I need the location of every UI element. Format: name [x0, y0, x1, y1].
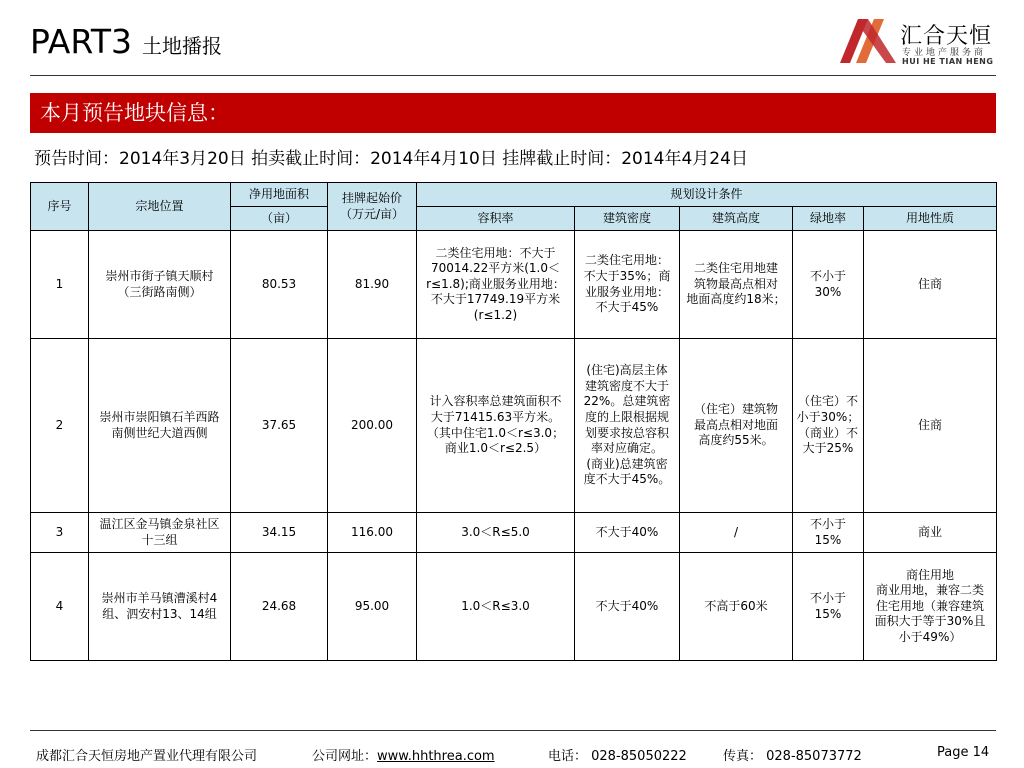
- cell-green: [793, 339, 864, 513]
- header-density: 建筑密度: [575, 207, 680, 231]
- cell-line: 度的上限根据规: [584, 409, 669, 424]
- cell-green: [793, 553, 864, 661]
- cell-line: 计入容积率总建筑面积不: [429, 394, 562, 409]
- part-label: PART3: [30, 22, 133, 61]
- cell-line: 大于25%: [802, 441, 854, 456]
- footer-divider: [30, 730, 996, 731]
- cell-area: 80.53: [231, 231, 328, 339]
- cell-line: 二类住宅用地：: [584, 253, 669, 268]
- cell-far: [417, 553, 575, 661]
- cell-location: [89, 553, 231, 661]
- cell-price: 81.90: [328, 231, 417, 339]
- slide-title: [30, 22, 222, 61]
- cell-line: （住宅）建筑物: [693, 402, 778, 417]
- cell-use: [864, 553, 997, 661]
- cell-price: 200.00: [328, 339, 417, 513]
- cell-line: 划要求按总容积: [584, 425, 669, 440]
- cell-line: (r≤1.2): [473, 307, 518, 322]
- cell-location: [89, 513, 231, 553]
- header-location: 宗地位置: [89, 183, 231, 231]
- section-subtitle: 土地播报: [142, 34, 223, 58]
- cell-area: 34.15: [231, 513, 328, 553]
- website-link[interactable]: www.hhthrea.com: [377, 749, 495, 764]
- cell-line: 建筑密度不大于: [584, 378, 669, 393]
- table-row: [31, 231, 997, 339]
- cell-line: 15%: [814, 532, 842, 547]
- cell-use: [864, 231, 997, 339]
- header-price: [328, 183, 417, 231]
- cell-line: （三街路南侧）: [117, 284, 202, 299]
- header-price-unit: （万元/亩）: [339, 206, 405, 221]
- cell-far: [417, 231, 575, 339]
- cell-line: 业服务业用地：: [584, 284, 669, 299]
- table-row: [31, 553, 997, 661]
- cell-line: 不大于40%: [595, 524, 659, 539]
- header-use: 用地性质: [864, 207, 997, 231]
- cell-height: [680, 339, 793, 513]
- cell-line: 崇州市崇阳镇石羊西路: [99, 409, 220, 424]
- logo-tagline: 专业地产服务商: [902, 48, 987, 58]
- cell-line: 面积大于等于30%且: [874, 614, 986, 629]
- cell-height: [680, 553, 793, 661]
- cell-line: 二类住宅用地：不大于: [435, 245, 556, 260]
- cell-line: 小于49%）: [898, 629, 962, 644]
- cell-seq: 4: [31, 553, 89, 661]
- cell-line: 大于71415.63平方米。: [430, 409, 561, 424]
- header-divider: [30, 75, 996, 76]
- header-price-label: 挂牌起始价: [341, 190, 402, 205]
- cell-far: [417, 513, 575, 553]
- cell-line: 组、泗安村13、14组: [102, 606, 217, 621]
- cell-area: 37.65: [231, 339, 328, 513]
- cell-density: [575, 339, 680, 513]
- cell-line: 温江区金马镇金泉社区: [99, 516, 220, 531]
- cell-line: 15%: [814, 606, 842, 621]
- cell-line: 不小于: [809, 590, 846, 605]
- header-height: 建筑高度: [680, 207, 793, 231]
- section-banner: 本月预告地块信息：: [30, 93, 996, 133]
- cell-line: 住宅用地（兼容建筑: [876, 598, 985, 613]
- footer-phone: 电话： 028-85050222: [548, 749, 687, 764]
- cell-density: [575, 553, 680, 661]
- cell-line: 南侧世纪大道西侧: [111, 425, 208, 440]
- cell-line: 崇州市羊马镇漕溪村4: [101, 590, 218, 605]
- company-logo: [838, 17, 998, 67]
- header-area: 净用地面积: [231, 183, 328, 207]
- cell-line: (商业)总建筑密: [586, 456, 668, 471]
- page-number: Page 14: [937, 745, 990, 760]
- cell-line: 30%: [814, 284, 842, 299]
- logo-brand: 汇合天恒: [900, 24, 993, 49]
- logo-english: HUI HE TIAN HENG: [902, 57, 994, 66]
- cell-use: [864, 339, 997, 513]
- cell-use: [864, 513, 997, 553]
- cell-line: 崇州市街子镇天顺村: [105, 268, 214, 283]
- cell-location: [89, 231, 231, 339]
- cell-green: [793, 513, 864, 553]
- cell-line: 度不大于45%。: [583, 472, 671, 487]
- cell-line: 商业用地，兼容二类: [876, 583, 985, 598]
- schedule-line: 预告时间：2014年3月20日 拍卖截止时间：2014年4月10日 挂牌截止时间：2014年4月24日: [34, 149, 748, 169]
- footer-company: 成都汇合天恒房地产置业代理有限公司: [36, 749, 258, 764]
- cell-line: 不高于60米: [704, 598, 768, 613]
- cell-height: [680, 513, 793, 553]
- cell-line: /: [733, 524, 739, 539]
- cell-line: 小于30%；: [796, 409, 860, 424]
- footer-fax: 传真： 028-85073772: [723, 749, 862, 764]
- cell-height: [680, 231, 793, 339]
- cell-line: （其中住宅1.0＜r≤3.0；: [426, 425, 565, 440]
- cell-line: 不大于35%；商: [583, 268, 671, 283]
- cell-line: 住商: [918, 417, 943, 432]
- cell-line: 最高点相对地面: [693, 417, 778, 432]
- header-far: 容积率: [417, 207, 575, 231]
- table-row: [31, 513, 997, 553]
- cell-line: 商住用地: [906, 567, 955, 582]
- cell-price: 116.00: [328, 513, 417, 553]
- cell-area: 24.68: [231, 553, 328, 661]
- footer-website: [312, 745, 495, 764]
- cell-density: [575, 231, 680, 339]
- cell-line: 3.0＜R≤5.0: [461, 524, 530, 539]
- cell-green: [793, 231, 864, 339]
- cell-price: 95.00: [328, 553, 417, 661]
- cell-seq: 1: [31, 231, 89, 339]
- cell-location: [89, 339, 231, 513]
- header-seq: 序号: [31, 183, 89, 231]
- header-planning: 规划设计条件: [417, 183, 997, 207]
- land-info-table: [30, 182, 997, 661]
- footer-website-label: 公司网址：: [312, 749, 378, 764]
- cell-line: r≤1.8);商业服务业用地：: [426, 276, 565, 291]
- cell-seq: 2: [31, 339, 89, 513]
- cell-line: 住商: [918, 276, 943, 291]
- cell-seq: 3: [31, 513, 89, 553]
- cell-density: [575, 513, 680, 553]
- cell-line: 地面高度约18米；: [686, 292, 786, 307]
- cell-line: 不大于17749.19平方米: [430, 292, 561, 307]
- cell-line: 不大于40%: [595, 598, 659, 613]
- table-row: [31, 339, 997, 513]
- header-area-unit: （亩）: [231, 207, 328, 231]
- cell-line: 70014.22平方米(1.0＜: [430, 261, 561, 276]
- cell-line: 筑物最高点相对: [693, 276, 778, 291]
- header-green: 绿地率: [793, 207, 864, 231]
- cell-far: [417, 339, 575, 513]
- cell-line: 率对应确定。: [590, 441, 663, 456]
- cell-line: （商业）不: [797, 425, 858, 440]
- cell-line: 不大于45%: [595, 300, 659, 315]
- cell-line: 不小于: [809, 268, 846, 283]
- cell-line: 商业1.0＜r≤2.5）: [444, 441, 547, 456]
- cell-line: (住宅)高层主体: [586, 363, 668, 378]
- cell-line: 二类住宅用地建: [693, 261, 778, 276]
- cell-line: 不小于: [809, 516, 846, 531]
- cell-line: 十三组: [141, 532, 178, 547]
- cell-line: （住宅）不: [797, 394, 858, 409]
- logo-mark-icon: [838, 17, 898, 65]
- cell-line: 高度约55米。: [698, 433, 774, 448]
- cell-line: 商业: [918, 524, 943, 539]
- cell-line: 1.0＜R≤3.0: [461, 598, 530, 613]
- cell-line: 22%。总建筑密: [583, 394, 671, 409]
